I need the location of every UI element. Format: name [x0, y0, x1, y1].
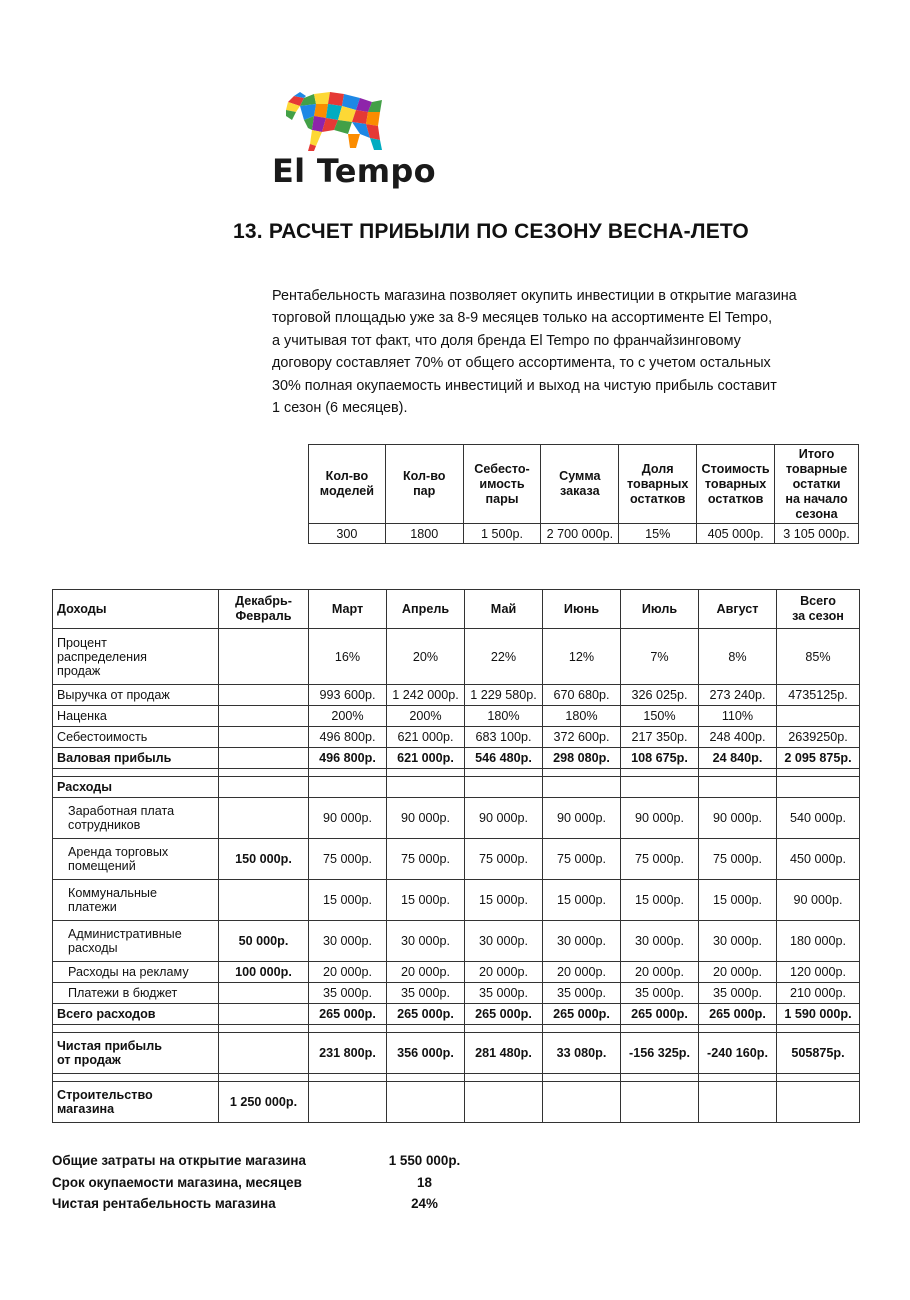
value-cell: 273 240р.	[699, 685, 777, 706]
stock-header-cell: Себесто- имость пары	[463, 445, 541, 524]
value-cell: 546 480р.	[465, 748, 543, 769]
spacer-cell	[219, 1074, 309, 1082]
value-cell: 35 000р.	[543, 983, 621, 1004]
spacer-cell	[777, 1074, 860, 1082]
spacer-cell	[387, 769, 465, 777]
value-cell	[387, 777, 465, 798]
value-cell	[543, 777, 621, 798]
value-cell	[699, 777, 777, 798]
profit-header-cell: Март	[309, 590, 387, 629]
spacer-cell	[387, 1074, 465, 1082]
value-cell: 281 480р.	[465, 1033, 543, 1074]
value-cell: 265 000р.	[309, 1004, 387, 1025]
value-cell: 90 000р.	[309, 798, 387, 839]
value-cell: 75 000р.	[465, 839, 543, 880]
value-cell: 90 000р.	[777, 880, 860, 921]
value-cell: 35 000р.	[387, 983, 465, 1004]
profit-header-cell: Декабрь- Февраль	[219, 590, 309, 629]
row-label: Себестоимость	[53, 727, 219, 748]
value-cell: 356 000р.	[387, 1033, 465, 1074]
value-cell: 35 000р.	[621, 983, 699, 1004]
profit-table-row	[53, 748, 860, 769]
profit-table-row	[53, 880, 860, 921]
value-cell: 265 000р.	[387, 1004, 465, 1025]
spacer-cell	[387, 1025, 465, 1033]
value-cell: 30 000р.	[387, 921, 465, 962]
spacer-cell	[53, 1074, 219, 1082]
value-cell: 20%	[387, 629, 465, 685]
spacer-cell	[219, 1025, 309, 1033]
row-label: Расходы на рекламу	[53, 962, 219, 983]
value-cell: 30 000р.	[309, 921, 387, 962]
value-cell: 16%	[309, 629, 387, 685]
stock-header-cell: Стоимость товарных остатков	[697, 445, 775, 524]
value-cell: 200%	[309, 706, 387, 727]
spacer-cell	[465, 769, 543, 777]
spacer-cell	[53, 769, 219, 777]
value-cell	[621, 1082, 699, 1123]
value-cell	[465, 1082, 543, 1123]
profit-header-cell: Июнь	[543, 590, 621, 629]
summary-label: Срок окупаемости магазина, месяцев	[52, 1174, 302, 1190]
value-cell: 75 000р.	[387, 839, 465, 880]
value-cell: 670 680р.	[543, 685, 621, 706]
value-cell: 496 800р.	[309, 748, 387, 769]
brand-logo-text: El Tempo	[272, 152, 436, 190]
value-cell: 150 000р.	[219, 839, 309, 880]
stock-table	[308, 444, 859, 544]
value-cell: 1 590 000р.	[777, 1004, 860, 1025]
value-cell: 8%	[699, 629, 777, 685]
page-title: 13. РАСЧЕТ ПРИБЫЛИ ПО СЕЗОНУ ВЕСНА-ЛЕТО	[233, 220, 749, 243]
row-label: Заработная плата сотрудников	[53, 798, 219, 839]
stock-header-cell: Кол-во пар	[385, 445, 463, 524]
value-cell: 4735125р.	[777, 685, 860, 706]
summary-value: 24%	[411, 1196, 438, 1211]
value-cell	[699, 1082, 777, 1123]
value-cell: 12%	[543, 629, 621, 685]
profit-header-cell: Доходы	[53, 590, 219, 629]
value-cell: 210 000р.	[777, 983, 860, 1004]
value-cell: 1 250 000р.	[219, 1082, 309, 1123]
value-cell: 22%	[465, 629, 543, 685]
profit-table-row	[53, 629, 860, 685]
value-cell: 35 000р.	[465, 983, 543, 1004]
stock-table-row	[309, 524, 859, 544]
spacer-row	[53, 769, 860, 777]
row-label: Чистая прибыль от продаж	[53, 1033, 219, 1074]
spacer-cell	[309, 1074, 387, 1082]
value-cell: 496 800р.	[309, 727, 387, 748]
value-cell: 90 000р.	[621, 798, 699, 839]
value-cell: 30 000р.	[543, 921, 621, 962]
value-cell: 15 000р.	[465, 880, 543, 921]
spacer-row	[53, 1025, 860, 1033]
stock-cell: 405 000р.	[697, 524, 775, 544]
value-cell: 24 840р.	[699, 748, 777, 769]
value-cell: 15 000р.	[621, 880, 699, 921]
value-cell: -156 325р.	[621, 1033, 699, 1074]
row-label: Строительство магазина	[53, 1082, 219, 1123]
value-cell: 90 000р.	[543, 798, 621, 839]
value-cell	[219, 629, 309, 685]
row-label: Аренда торговых помещений	[53, 839, 219, 880]
value-cell: 2 095 875р.	[777, 748, 860, 769]
spacer-cell	[543, 1074, 621, 1082]
row-label: Административные расходы	[53, 921, 219, 962]
spacer-cell	[309, 769, 387, 777]
stock-cell: 1 500р.	[463, 524, 541, 544]
spacer-cell	[699, 1025, 777, 1033]
value-cell: 75 000р.	[309, 839, 387, 880]
value-cell: 110%	[699, 706, 777, 727]
value-cell	[219, 1004, 309, 1025]
value-cell: 33 080р.	[543, 1033, 621, 1074]
value-cell	[777, 1082, 860, 1123]
value-cell	[219, 777, 309, 798]
value-cell	[219, 983, 309, 1004]
summary-label: Общие затраты на открытие магазина	[52, 1153, 306, 1168]
spacer-cell	[309, 1025, 387, 1033]
profit-table-row	[53, 685, 860, 706]
profit-table-row	[53, 1033, 860, 1074]
row-label: Платежи в бюджет	[53, 983, 219, 1004]
value-cell: 90 000р.	[699, 798, 777, 839]
spacer-cell	[777, 769, 860, 777]
value-cell: 265 000р.	[543, 1004, 621, 1025]
profit-table-row	[53, 777, 860, 798]
row-label: Процент распределения продаж	[53, 629, 219, 685]
value-cell: 75 000р.	[543, 839, 621, 880]
value-cell: 180%	[543, 706, 621, 727]
spacer-cell	[621, 1025, 699, 1033]
spacer-cell	[465, 1074, 543, 1082]
value-cell: 120 000р.	[777, 962, 860, 983]
profit-header-cell: Апрель	[387, 590, 465, 629]
value-cell	[543, 1082, 621, 1123]
summary-label: Чистая рентабельность магазина	[52, 1196, 276, 1211]
profit-table-row	[53, 983, 860, 1004]
stock-header-cell: Итого товарные остатки на начало сезона	[775, 445, 859, 524]
value-cell	[387, 1082, 465, 1123]
value-cell: 108 675р.	[621, 748, 699, 769]
value-cell	[219, 880, 309, 921]
value-cell: 20 000р.	[387, 962, 465, 983]
intro-line: 30% полная окупаемость инвестиций и выход на чистую прибыль составит	[272, 377, 777, 394]
stock-cell: 15%	[619, 524, 697, 544]
value-cell: 90 000р.	[387, 798, 465, 839]
value-cell	[777, 706, 860, 727]
spacer-row	[53, 1074, 860, 1082]
value-cell: 372 600р.	[543, 727, 621, 748]
value-cell	[309, 777, 387, 798]
value-cell	[219, 798, 309, 839]
row-label: Расходы	[53, 777, 219, 798]
value-cell: 20 000р.	[699, 962, 777, 983]
value-cell: 180%	[465, 706, 543, 727]
summary-value: 18	[417, 1174, 432, 1190]
value-cell: 2639250р.	[777, 727, 860, 748]
row-label: Всего расходов	[53, 1004, 219, 1025]
profit-table-row	[53, 727, 860, 748]
profit-table-row	[53, 798, 860, 839]
value-cell	[219, 748, 309, 769]
row-label: Валовая прибыль	[53, 748, 219, 769]
value-cell: 20 000р.	[621, 962, 699, 983]
value-cell: 621 000р.	[387, 727, 465, 748]
profit-header-cell: Май	[465, 590, 543, 629]
summary-row	[52, 1175, 472, 1197]
value-cell: 1 229 580р.	[465, 685, 543, 706]
value-cell: -240 160р.	[699, 1033, 777, 1074]
value-cell: 20 000р.	[309, 962, 387, 983]
bull-icon	[286, 90, 386, 152]
value-cell	[219, 727, 309, 748]
value-cell: 30 000р.	[621, 921, 699, 962]
profit-table-row	[53, 962, 860, 983]
profit-table-row	[53, 1004, 860, 1025]
value-cell: 540 000р.	[777, 798, 860, 839]
value-cell: 450 000р.	[777, 839, 860, 880]
value-cell: 35 000р.	[309, 983, 387, 1004]
profit-header-cell: Август	[699, 590, 777, 629]
value-cell: 75 000р.	[621, 839, 699, 880]
value-cell: 50 000р.	[219, 921, 309, 962]
intro-line: а учитывая тот факт, что доля бренда El Tempo по франчайзинговому	[272, 332, 741, 349]
value-cell	[219, 1033, 309, 1074]
profit-table-header	[53, 590, 860, 629]
value-cell: 231 800р.	[309, 1033, 387, 1074]
value-cell: 30 000р.	[699, 921, 777, 962]
stock-table-header	[309, 445, 859, 524]
value-cell: 20 000р.	[543, 962, 621, 983]
value-cell: 1 242 000р.	[387, 685, 465, 706]
value-cell: 265 000р.	[465, 1004, 543, 1025]
value-cell: 15 000р.	[309, 880, 387, 921]
value-cell: 15 000р.	[699, 880, 777, 921]
intro-line: Рентабельность магазина позволяет окупить инвестиции в открытие магазина	[272, 288, 797, 304]
stock-header-cell: Доля товарных остатков	[619, 445, 697, 524]
value-cell: 683 100р.	[465, 727, 543, 748]
value-cell: 100 000р.	[219, 962, 309, 983]
value-cell: 200%	[387, 706, 465, 727]
spacer-cell	[543, 769, 621, 777]
value-cell: 85%	[777, 629, 860, 685]
spacer-cell	[465, 1025, 543, 1033]
value-cell: 30 000р.	[465, 921, 543, 962]
value-cell: 75 000р.	[699, 839, 777, 880]
value-cell: 180 000р.	[777, 921, 860, 962]
spacer-cell	[777, 1025, 860, 1033]
row-label: Наценка	[53, 706, 219, 727]
spacer-cell	[53, 1025, 219, 1033]
spacer-cell	[543, 1025, 621, 1033]
value-cell: 20 000р.	[465, 962, 543, 983]
value-cell: 265 000р.	[621, 1004, 699, 1025]
intro-line: 1 сезон (6 месяцев).	[272, 400, 408, 417]
value-cell: 7%	[621, 629, 699, 685]
row-label: Выручка от продаж	[53, 685, 219, 706]
intro-line: договору составляет 70% от общего ассортимента, то с учетом остальных	[272, 355, 771, 372]
intro-paragraph	[272, 285, 872, 419]
value-cell: 993 600р.	[309, 685, 387, 706]
value-cell	[777, 777, 860, 798]
stock-cell: 1800	[385, 524, 463, 544]
summary	[52, 1153, 472, 1218]
value-cell	[621, 777, 699, 798]
spacer-cell	[699, 769, 777, 777]
stock-cell: 2 700 000р.	[541, 524, 619, 544]
value-cell: 15 000р.	[543, 880, 621, 921]
profit-table	[52, 589, 860, 1123]
summary-value: 1 550 000р.	[388, 1153, 461, 1168]
value-cell: 326 025р.	[621, 685, 699, 706]
value-cell: 15 000р.	[387, 880, 465, 921]
profit-table-row	[53, 706, 860, 727]
value-cell: 621 000р.	[387, 748, 465, 769]
row-label: Коммунальные платежи	[53, 880, 219, 921]
intro-line: торговой площадью уже за 8-9 месяцев только на ассортименте El Tempo,	[272, 310, 773, 327]
profit-table-row	[53, 839, 860, 880]
spacer-cell	[621, 1074, 699, 1082]
value-cell	[309, 1082, 387, 1123]
stock-header-cell: Кол-во моделей	[309, 445, 386, 524]
value-cell: 248 400р.	[699, 727, 777, 748]
value-cell: 298 080р.	[543, 748, 621, 769]
value-cell: 90 000р.	[465, 798, 543, 839]
stock-header-cell: Сумма заказа	[541, 445, 619, 524]
summary-row	[52, 1196, 472, 1218]
profit-header-cell: Всего за сезон	[777, 590, 860, 629]
stock-cell: 3 105 000р.	[775, 524, 859, 544]
value-cell	[465, 777, 543, 798]
spacer-cell	[621, 769, 699, 777]
profit-table-row	[53, 1082, 860, 1123]
value-cell	[219, 706, 309, 727]
spacer-cell	[219, 769, 309, 777]
profit-table-row	[53, 921, 860, 962]
stock-cell: 300	[309, 524, 386, 544]
profit-header-cell: Июль	[621, 590, 699, 629]
value-cell: 505875р.	[777, 1033, 860, 1074]
value-cell	[219, 685, 309, 706]
value-cell: 150%	[621, 706, 699, 727]
value-cell: 217 350р.	[621, 727, 699, 748]
spacer-cell	[699, 1074, 777, 1082]
value-cell: 35 000р.	[699, 983, 777, 1004]
value-cell: 265 000р.	[699, 1004, 777, 1025]
summary-row	[52, 1153, 472, 1175]
